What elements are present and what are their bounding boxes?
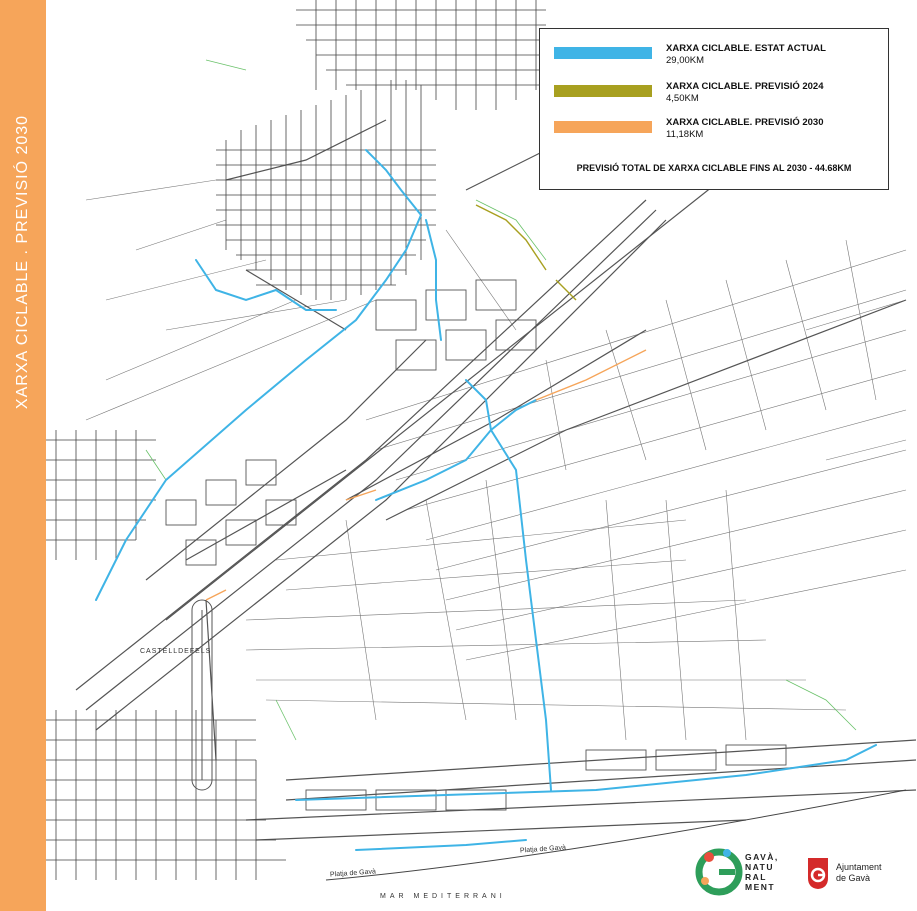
legend — [539, 28, 889, 190]
gava-naturalment-text — [745, 852, 779, 892]
ajuntament-line-1: Ajuntament — [836, 862, 882, 872]
place-label-castelldefels: CASTELLDEFELS — [140, 648, 212, 655]
gava-line-4: MENT — [745, 882, 776, 892]
legend-km-2030: 11,18KM — [666, 129, 704, 140]
sidebar — [0, 0, 46, 911]
legend-km-current: 29,00KM — [666, 55, 705, 66]
ajuntament-logo-icon — [806, 856, 830, 890]
gava-line-2: NATU — [745, 862, 774, 872]
gava-line-3: RAL — [745, 872, 767, 882]
legend-swatch-2024 — [554, 85, 652, 97]
legend-label-current: XARXA CICLABLE. ESTAT ACTUAL — [666, 43, 826, 54]
legend-item-2024 — [554, 81, 824, 105]
legend-swatch-2030 — [554, 121, 652, 133]
gava-line-1: GAVÀ, — [745, 852, 779, 862]
place-label-platja-2: Platja de Gavà — [519, 844, 567, 855]
legend-total: PREVISIÓ TOTAL DE XARXA CICLABLE FINS AL 2030 - 44.68KM — [576, 163, 852, 173]
ajuntament-line-2: de Gavà — [836, 873, 871, 883]
legend-km-2024: 4,50KM — [666, 93, 699, 104]
sea-label: MAR MEDITERRANI — [380, 893, 506, 900]
sidebar-title: XARXA CICLABLE . PREVISIÓ 2030 — [14, 114, 31, 410]
legend-label-2024: XARXA CICLABLE. PREVISIÓ 2024 — [666, 81, 824, 92]
legend-item-2030 — [554, 117, 824, 141]
legend-swatch-current — [554, 47, 652, 59]
legend-label-2030: XARXA CICLABLE. PREVISIÓ 2030 — [666, 117, 824, 128]
ajuntament-text — [836, 862, 882, 884]
legend-item-current — [554, 43, 826, 67]
place-label-platja-1: Platja de Gavà — [329, 868, 377, 879]
